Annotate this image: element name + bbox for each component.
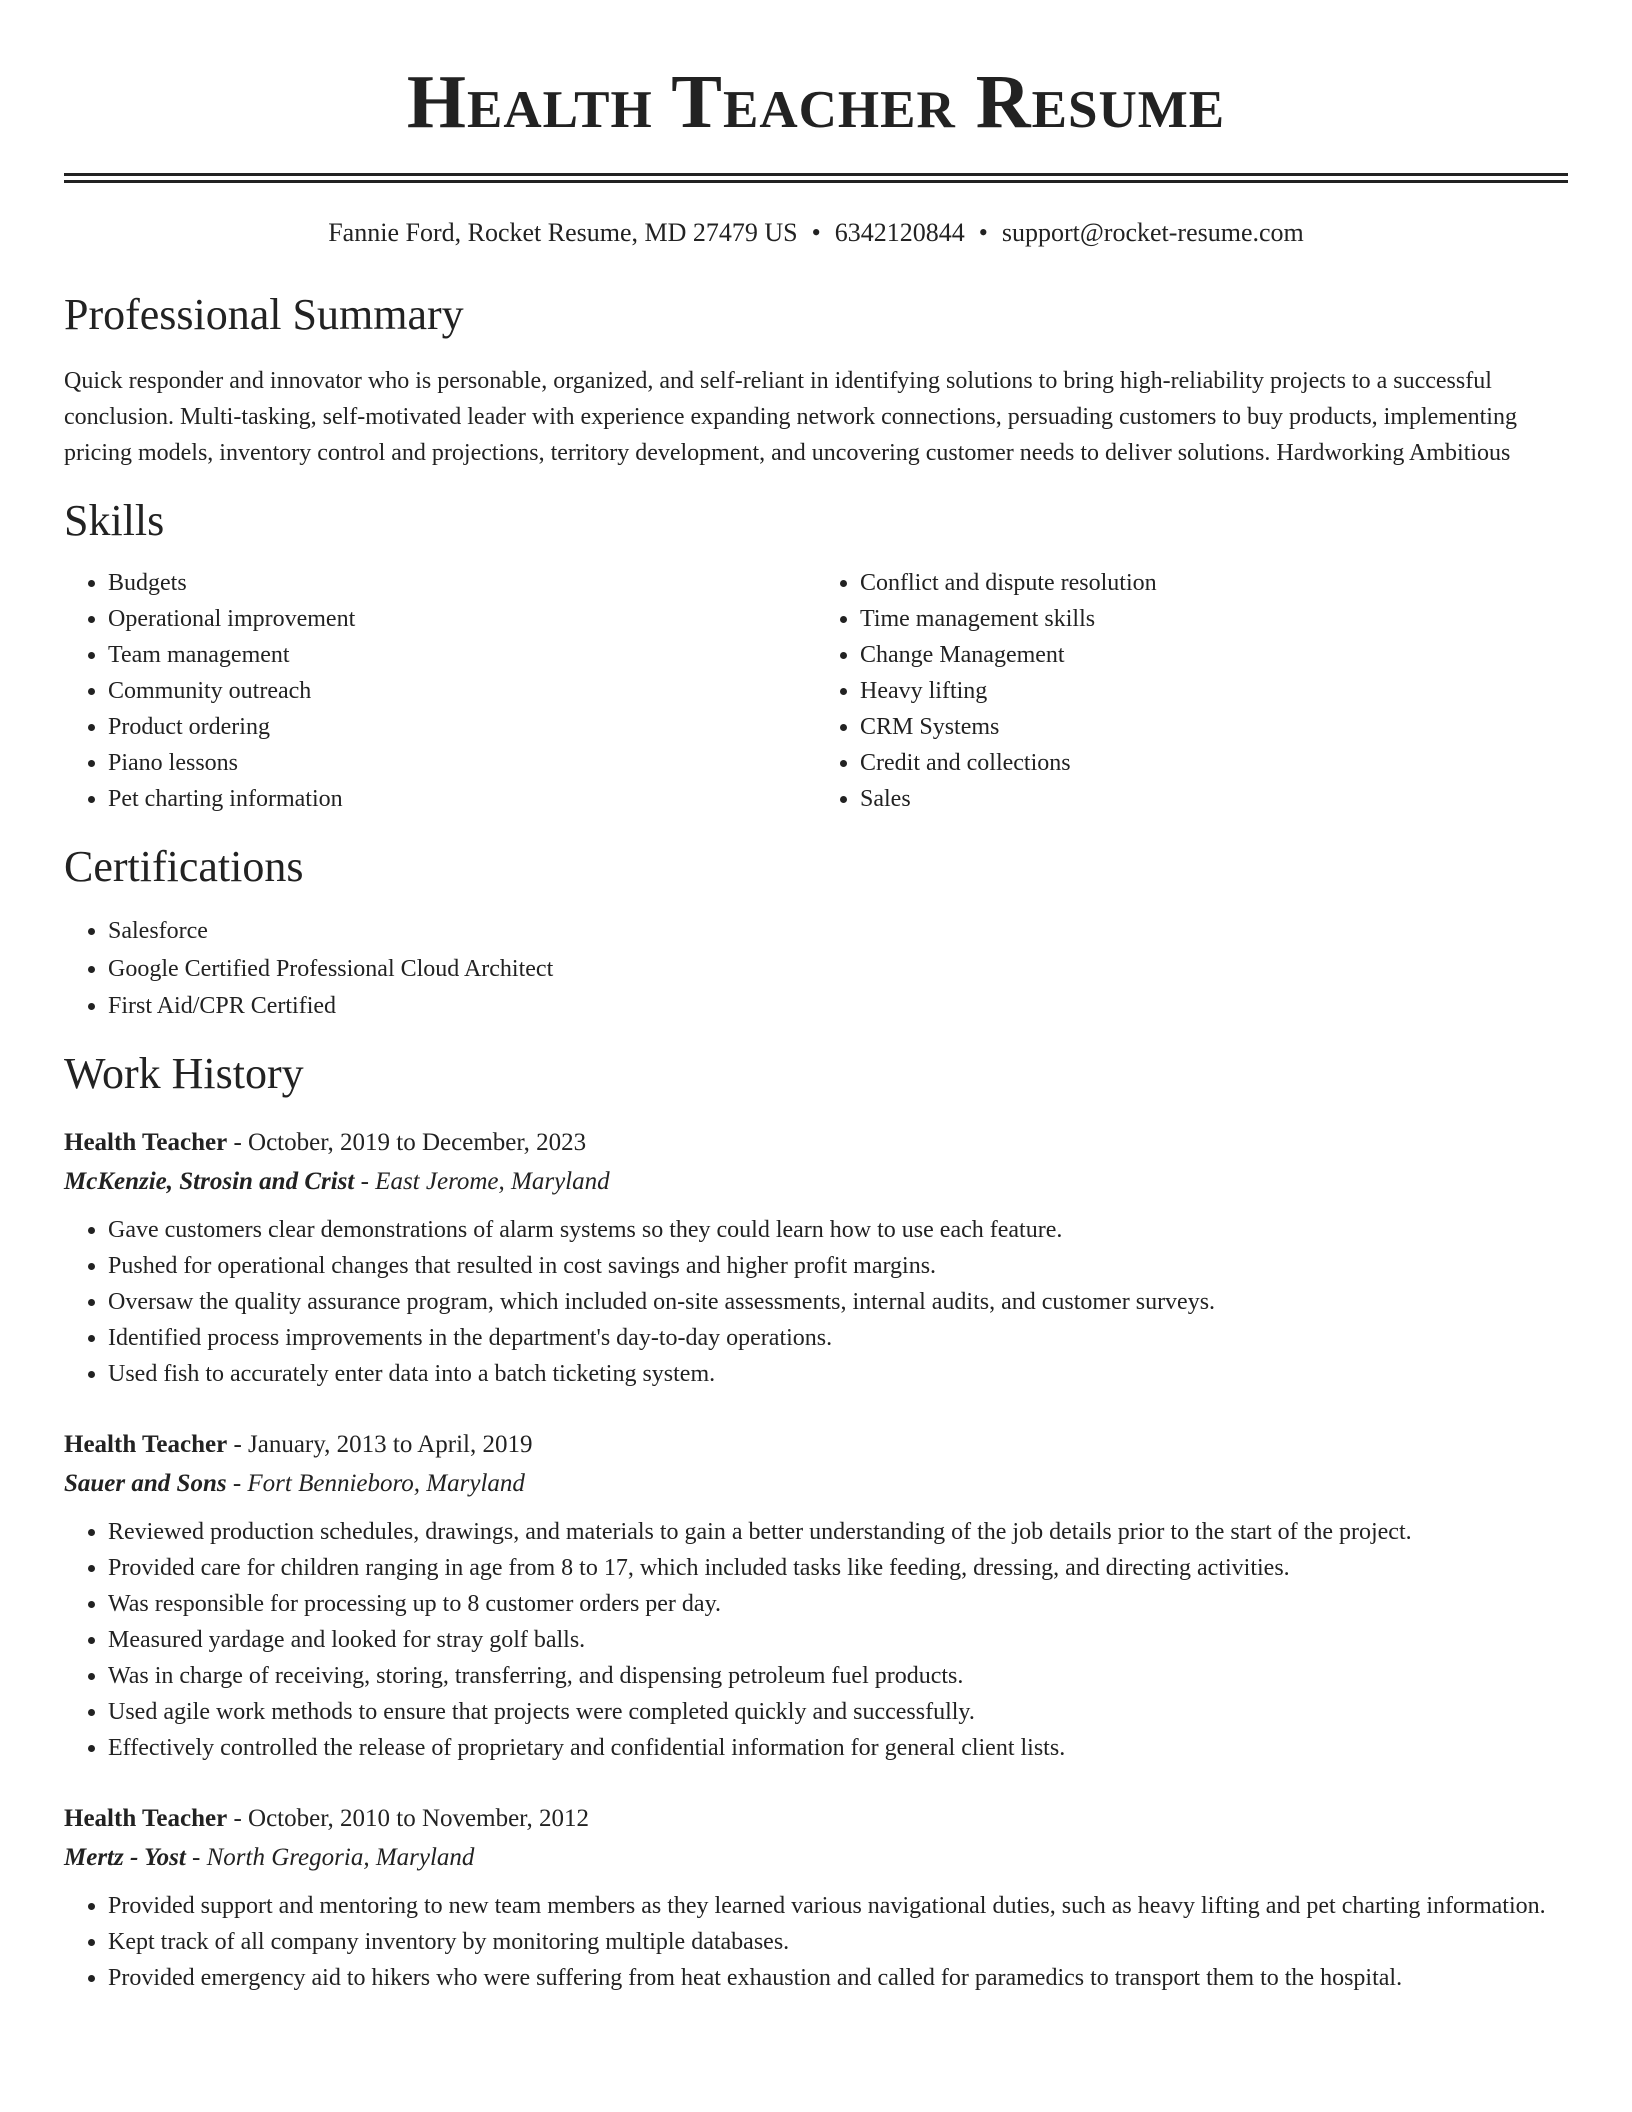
job-role: Health Teacher (64, 1804, 228, 1832)
job-role: Health Teacher (64, 1430, 228, 1458)
skill-item: • Community outreach (108, 673, 816, 709)
job-dates: - October, 2019 to December, 2023 (227, 1128, 587, 1156)
skill-item: • Product ordering (108, 709, 816, 745)
job-company-line (64, 1162, 1568, 1202)
job-company-line (64, 1464, 1568, 1504)
skill-item: • Team management (108, 637, 816, 673)
job-company: McKenzie, Strosin and Crist (64, 1167, 355, 1195)
skill-item: • Piano lessons (108, 745, 816, 781)
job-location: - Fort Bennieboro, Maryland (226, 1469, 525, 1497)
skill-item: • Sales (860, 781, 1568, 817)
job-title-line (64, 1426, 1568, 1464)
contact-phone[interactable]: 6342120844 (834, 218, 965, 247)
job-bullet: • Reviewed production schedules, drawings, and materials to gain a better understanding of the job details prior to the start of the project. (108, 1514, 1568, 1550)
skill-item: • Pet charting information (108, 781, 816, 817)
skill-item: • Heavy lifting (860, 673, 1568, 709)
job-title-line (64, 1800, 1568, 1838)
job-bullet: • Used agile work methods to ensure that projects were completed quickly and successfully. (108, 1694, 1568, 1730)
job-bullet: • Effectively controlled the release of proprietary and confidential information for general client lists. (108, 1730, 1568, 1766)
skill-item: • Time management skills (860, 601, 1568, 637)
job-title-line (64, 1124, 1568, 1162)
skills-right-list (816, 565, 1568, 817)
title-double-rule (64, 173, 1568, 183)
skills-heading: Skills (64, 496, 165, 545)
contact-separator: • (811, 218, 821, 247)
job-bullet: • Gave customers clear demonstrations of alarm systems so they could learn how to use each feature. (108, 1212, 1568, 1248)
skills-columns (64, 565, 1568, 817)
skill-item: • CRM Systems (860, 709, 1568, 745)
job-bullet: • Provided support and mentoring to new team members as they learned various navigational duties, such as heavy lifting and pet charting information. (108, 1888, 1568, 1924)
skill-item: • Conflict and dispute resolution (860, 565, 1568, 601)
job-entry (64, 1800, 1568, 1996)
job-location: - East Jerome, Maryland (354, 1167, 610, 1195)
job-bullet: • Pushed for operational changes that resulted in cost savings and higher profit margins. (108, 1248, 1568, 1284)
summary-text: Quick responder and innovator who is personable, organized, and self-reliant in identifying solutions to bring high-reliability projects to a successful conclusion. Multi-tasking, self-motivated leader with experience expanding network connections, persuading customers to buy products, implementing pricing models, inventory control and projections, territory development, and uncovering customer needs to deliver solutions. Hardworking Ambitious (64, 368, 1517, 466)
job-entry (64, 1426, 1568, 1766)
job-location: - North Gregoria, Maryland (185, 1843, 475, 1871)
certification-item: • Salesforce (108, 913, 1568, 951)
job-bullet: • Used fish to accurately enter data into a batch ticketing system. (108, 1356, 1568, 1392)
work-history-heading: Work History (64, 1048, 304, 1098)
job-role: Health Teacher (64, 1128, 228, 1156)
skill-item: • Budgets (108, 565, 816, 601)
skill-item: • Change Management (860, 637, 1568, 673)
job-bullet: • Was in charge of receiving, storing, transferring, and dispensing petroleum fuel products. (108, 1658, 1568, 1694)
summary-heading: Professional Summary (64, 290, 464, 339)
job-company-line (64, 1838, 1568, 1878)
job-bullet: • Measured yardage and looked for stray golf balls. (108, 1622, 1568, 1658)
certifications-list (64, 913, 1568, 1026)
job-bullet: • Was responsible for processing up to 8 customer orders per day. (108, 1586, 1568, 1622)
job-bullets (64, 1212, 1568, 1392)
job-bullets (64, 1888, 1568, 1996)
job-bullet: • Kept track of all company inventory by monitoring multiple databases. (108, 1924, 1568, 1960)
job-dates: - October, 2010 to November, 2012 (227, 1804, 589, 1832)
skills-left-list (64, 565, 816, 817)
job-bullet: • Provided emergency aid to hikers who were suffering from heat exhaustion and called for paramedics to transport them to the hospital. (108, 1960, 1568, 1996)
certification-item: • First Aid/CPR Certified (108, 988, 1568, 1026)
contact-line (64, 217, 1568, 249)
contact-address: Fannie Ford, Rocket Resume, MD 27479 US (328, 218, 798, 247)
job-dates: - January, 2013 to April, 2019 (227, 1430, 533, 1458)
job-bullet: • Provided care for children ranging in age from 8 to 17, which included tasks like feeding, dressing, and directing activities. (108, 1550, 1568, 1586)
job-bullets (64, 1514, 1568, 1766)
contact-email[interactable]: support@rocket-resume.com (1001, 218, 1304, 247)
skill-item: • Credit and collections (860, 745, 1568, 781)
certification-item: • Google Certified Professional Cloud Architect (108, 951, 1568, 989)
contact-separator: • (978, 218, 988, 247)
job-company: Mertz - Yost (64, 1843, 186, 1871)
job-entry (64, 1124, 1568, 1392)
resume-title: Health Teacher Resume (406, 60, 1226, 144)
job-bullet: • Oversaw the quality assurance program, which included on-site assessments, internal audits, and customer surveys. (108, 1284, 1568, 1320)
job-company: Sauer and Sons (64, 1469, 227, 1497)
certifications-heading: Certifications (64, 842, 304, 891)
skill-item: • Operational improvement (108, 601, 816, 637)
job-bullet: • Identified process improvements in the department's day-to-day operations. (108, 1320, 1568, 1356)
